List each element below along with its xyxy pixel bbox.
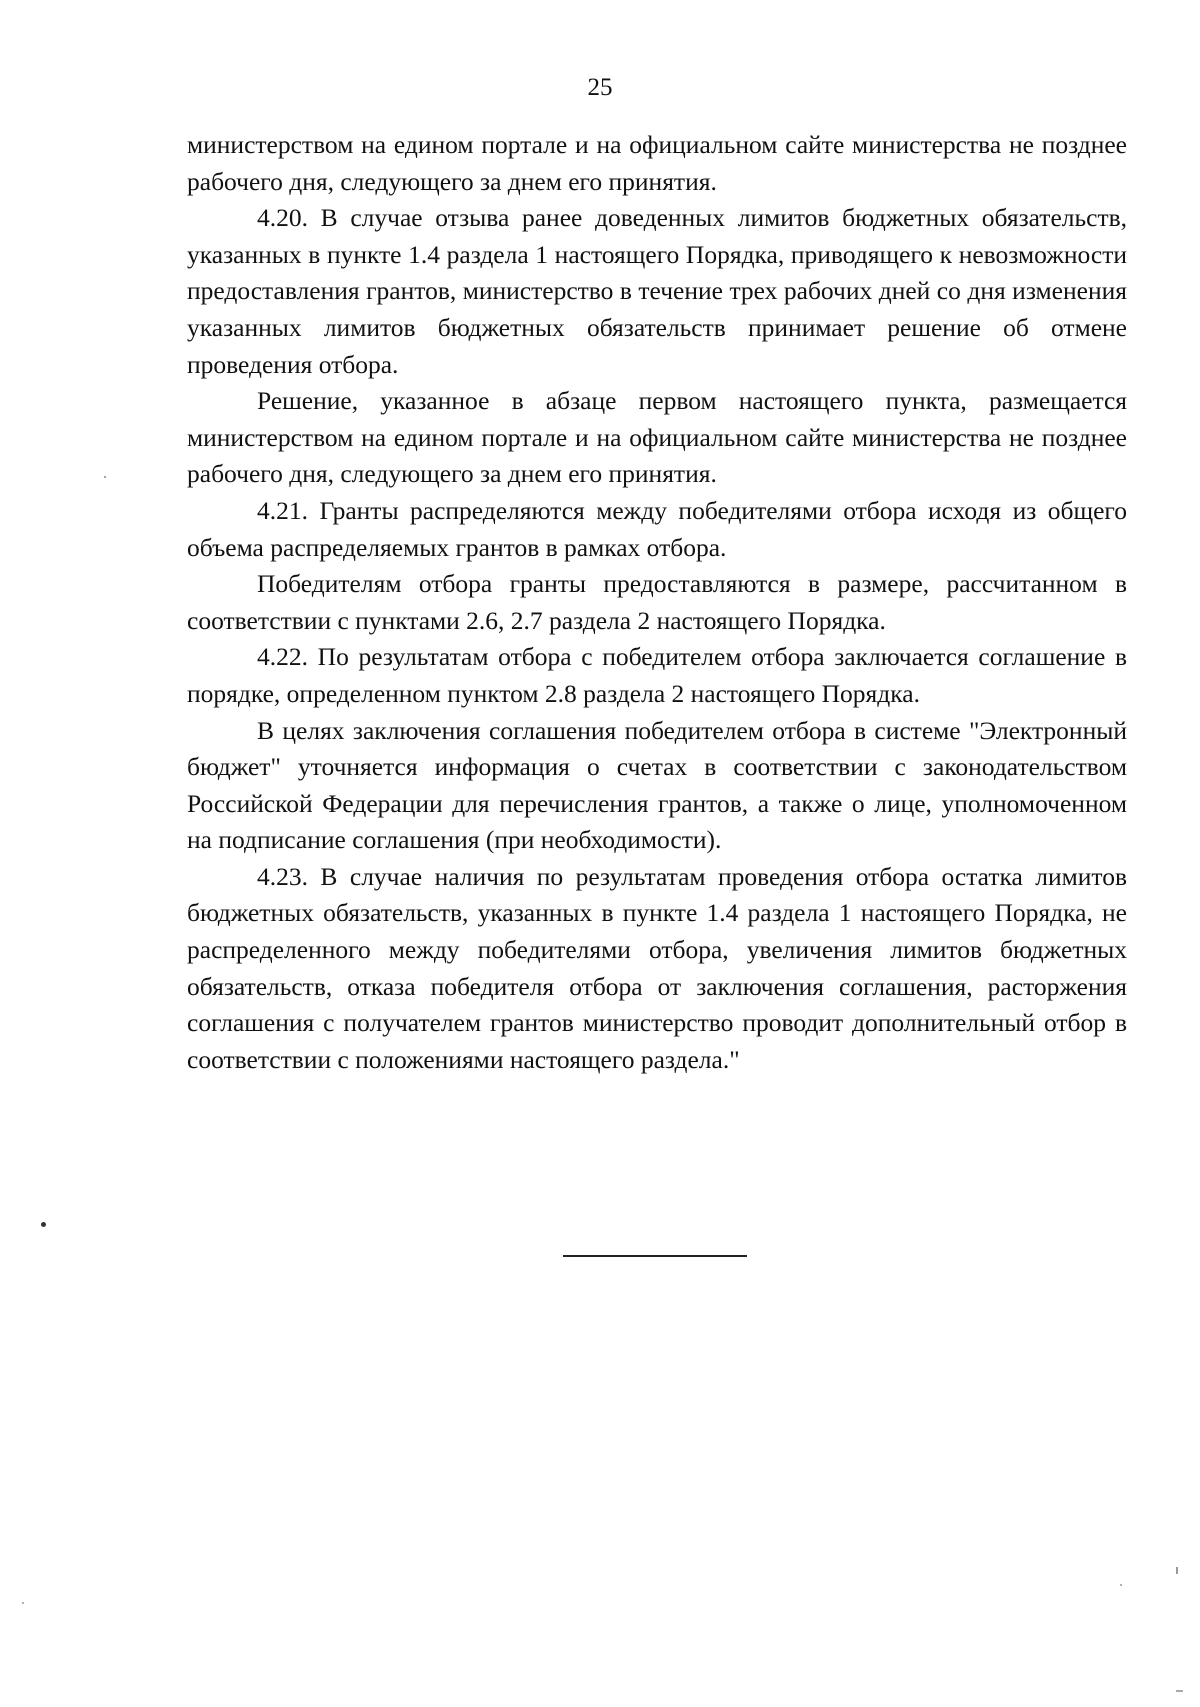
scan-speck [1176, 1690, 1183, 1692]
end-separator-line [563, 1255, 747, 1257]
paragraph-4-23: 4.23. В случае наличия по результатам проведения отбора остатка лимитов бюджетных обязательств, указанных в пункте 1.4 раздела 1 настоящего Порядка, не распределенного между победителями отбора, увеличения лимитов бюджетных обязательств, отказа победителя отбора от заключения соглашения, расторжения соглашения с получателем грантов министерство проводит дополнительный отбор в соответствии с положениями настоящего раздела." [187, 861, 1127, 1074]
page-number: 25 [587, 74, 613, 101]
scan-speck [41, 1222, 46, 1227]
scan-speck [1176, 1567, 1178, 1574]
scan-speck [1120, 1584, 1122, 1586]
scan-speck [22, 1602, 24, 1604]
paragraph-4-22: 4.22. По результатам отбора с победителем отбора заключается соглашение в порядке, определенном пунктом 2.8 раздела 2 настоящего Порядка. [187, 642, 1127, 708]
paragraph-grant-amount: Победителям отбора гранты предоставляются в размере, рассчитанном в соответствии с пунктами 2.6, 2.7 раздела 2 настоящего Порядка. [187, 569, 1127, 635]
paragraph-4-21: 4.21. Гранты распределяются между победителями отбора исходя из общего объема распределяемых грантов в рамках отбора. [187, 495, 1127, 562]
paragraph-4-20: 4.20. В случае отзыва ранее доведенных лимитов бюджетных обязательств, указанных в пункте 1.4 раздела 1 настоящего Порядка, приводящего к невозможности предоставления грантов, министерство в течение трех рабочих дней со дня изменения указанных лимитов бюджетных обязательств принимает решение об отмене проведения отбора. [187, 203, 1127, 379]
document-body [187, 127, 1127, 1078]
paragraph-decision-placement: Решение, указанное в абзаце первом настоящего пункта, размещается министерством на едином портале и на официальном сайте министерства не позднее рабочего дня, следующего за днем его принятия. [187, 386, 1127, 489]
scan-speck [104, 476, 106, 478]
paragraph-continuation: министерством на едином портале и на официальном сайте министерства не позднее рабочего дня, следующего за днем его принятия. [187, 130, 1127, 196]
paragraph-electronic-budget: В целях заключения соглашения победителем отбора в системе "Электронный бюджет" уточняется информация о счетах в соответствии с законодательством Российской Федерации для перечисления грантов, а также о лице, уполномоченном на подписание соглашения (при необходимости). [187, 715, 1127, 855]
